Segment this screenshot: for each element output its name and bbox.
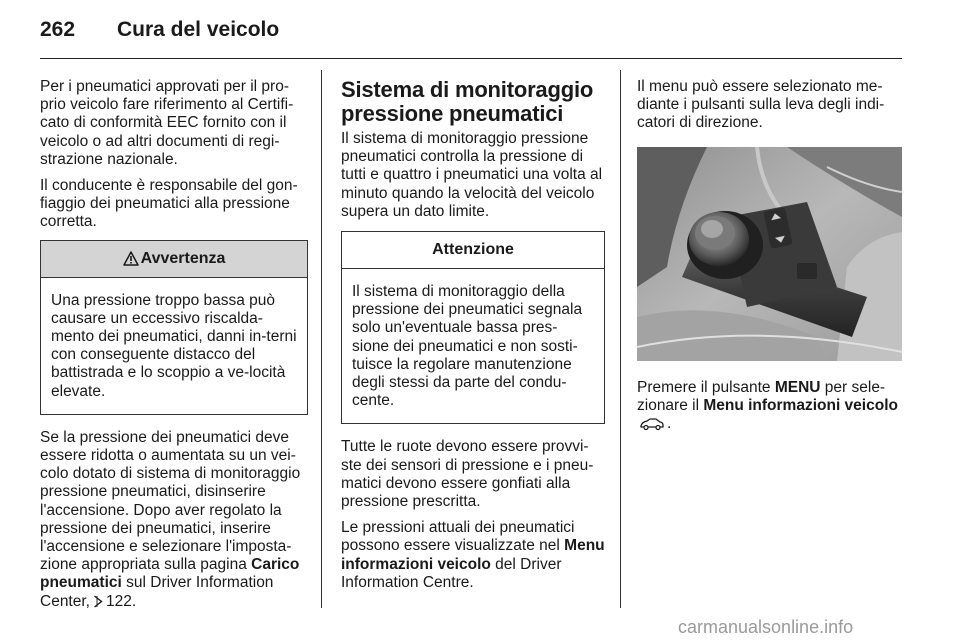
page-number: 262 (40, 18, 76, 41)
turn-signal-lever-photo (637, 147, 902, 361)
paragraph: Tutte le ruote devono essere provvi-ste dei sensori di pressione e i pneu-matici devono essere gonfiati alla pressione prescritta. (341, 438, 594, 511)
paragraph-text: Se la pressione dei pneumatici deve essere ridotta o aumentata su un vei-colo dotato di sistema di monitoraggio pressione pneumatici, disinserire l'accensione. Dopo aver regolato la pressione dei pneumatici, inserire l'accensione e selezionare l'imposta-zione appropriata sulla pagina (40, 428, 301, 574)
column-divider-1 (321, 70, 322, 608)
car-icon (639, 417, 665, 431)
bold-term: Menu informazioni veicolo (341, 537, 605, 573)
caution-box (341, 231, 605, 424)
paragraph-text: per sele-zionare il (637, 378, 886, 414)
reference-arrow-icon (93, 595, 103, 608)
paragraph (40, 429, 308, 611)
warning-box-header (41, 241, 307, 278)
column-1 (40, 78, 308, 619)
caution-box-title: Attenzione (432, 240, 514, 258)
paragraph: Il conducente è responsabile del gon-fiaggio dei pneumatici alla pressione corretta. (40, 177, 298, 231)
header-divider (40, 58, 902, 59)
paragraph: Per i pneumatici approvati per il pro-prio veicolo fare riferimento al Certifi-cato di conformità EEC fornito con il veicolo o ad altri documenti di regi-strazione nazionale. (40, 78, 294, 168)
paragraph-text: Le pressioni attuali dei pneumatici possono essere visualizzate nel (341, 519, 575, 555)
warning-box (40, 240, 308, 415)
column-divider-2 (620, 70, 621, 608)
warning-box-body: Una pressione troppo bassa può causare un eccessivo riscalda-mento dei pneumatici, danni in-terni con conseguente distacco del battistrada e lo scoppio a ve-locità elevate. (51, 291, 297, 400)
paragraph: Il menu può essere selezionato me-diante i pulsanti sulla leva degli indi-catori di direzione. (637, 78, 885, 132)
bold-term: Carico pneumatici (40, 556, 300, 592)
caution-box-header (342, 232, 604, 269)
paragraph (341, 519, 605, 592)
lever-illustration (637, 147, 902, 361)
paragraph (637, 379, 902, 434)
paragraph-text: del Driver Information Centre. (341, 555, 562, 591)
watermark: carmanualsonline.info (678, 617, 854, 637)
section-heading: Sistema di monitoraggio pressione pneumatici (341, 77, 594, 126)
sentence-end: . (667, 415, 672, 433)
caution-box-body: Il sistema di monitoraggio della pressione dei pneumatici segnala solo un'eventuale bassa pres-sione dei pneumatici e non sosti-tuisce la regolare manutenzione degli stessi da parte del condu-cente. (352, 283, 583, 410)
warning-box-title: Avvertenza (140, 249, 226, 267)
paragraph-text: Premere il pulsante (637, 378, 775, 396)
bold-term: Menu informazioni veicolo (703, 396, 898, 414)
paragraph: Il sistema di monitoraggio pressione pneumatici controlla la pressione di tutti e quattro i pneumatici una volta al minuto quando la velocità del veicolo supera un dato limite. (341, 130, 603, 220)
page-title: Cura del veicolo (117, 18, 280, 41)
page-reference[interactable]: 122. (105, 592, 137, 610)
warning-triangle-icon (123, 251, 139, 266)
paragraph-text: sul Driver Information Center, (40, 574, 274, 610)
column-2 (341, 78, 605, 600)
bold-term-menu: MENU (774, 378, 821, 396)
column-3 (637, 78, 902, 441)
